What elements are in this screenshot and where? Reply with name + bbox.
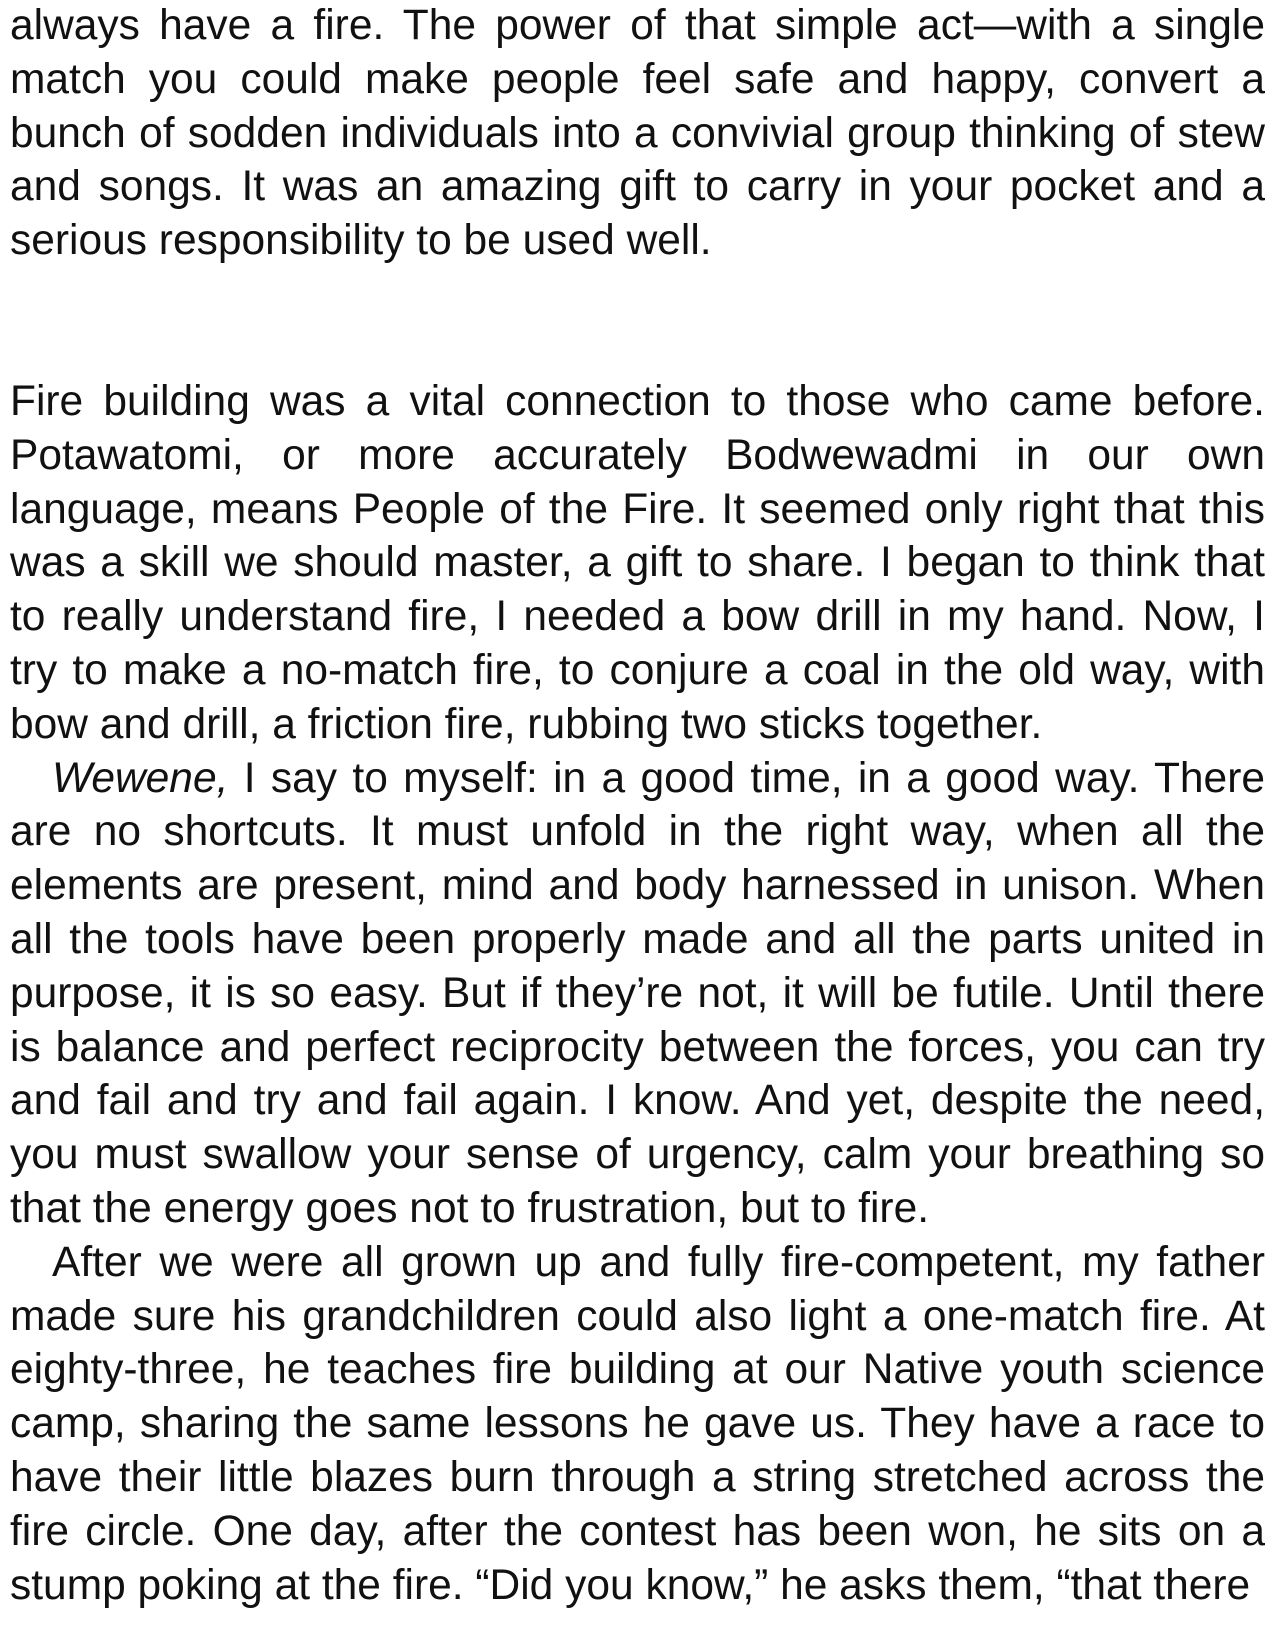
book-page — [10, 0, 1265, 1612]
paragraph-text: Fire building was a vital connection to those who came before. Potawatomi, or more accurately Bodwewadmi in our own language, means People of the Fire. It seemed only right that this was a skill we should master, a gift to share. I began to think that to really understand fire, I needed a bow drill in my hand. Now, I try to make a no-match fire, to conjure a coal in the old way, with bow and drill, a friction fire, rubbing two sticks together. — [10, 377, 1265, 748]
paragraph-section-start — [10, 375, 1265, 752]
italic-word: Wewene, — [52, 754, 229, 802]
paragraph-text: always have a fire. The power of that simple act—with a single match you could make people feel safe and happy, convert a bunch of sodden individuals into a convivial group thinking of stew and songs. It was an amazing gift to carry in your pocket and a serious responsibility to be used well. — [10, 2, 1265, 265]
paragraph-text: After we were all grown up and fully fire-competent, my father made sure his grandchildren could also light a one-match fire. At eighty-three, he teaches fire building at our Native youth science camp, sharing the same lessons he gave us. They have a race to have their little blazes burn through a string stretched across the fire circle. One day, after the contest has been won, he sits on a stump poking at the fire. “Did you know,” he asks them, “that there — [10, 1238, 1265, 1609]
paragraph-continued — [10, 0, 1265, 268]
paragraph-text: I say to myself: in a good time, in a good way. There are no shortcuts. It must unfold in the right way, when all the elements are present, mind and body harnessed in unison. When all the tools have been properly made and all the parts united in purpose, it is so easy. But if they’re not, it will be futile. Until there is balance and perfect reciprocity between the forces, you can try and fail and try and fail again. I know. And yet, despite the need, you must swallow your sense of urgency, calm your breathing so that the energy goes not to frustration, but to fire. — [10, 754, 1265, 1232]
paragraph-wewene — [10, 752, 1265, 1236]
paragraph-father — [10, 1236, 1265, 1613]
